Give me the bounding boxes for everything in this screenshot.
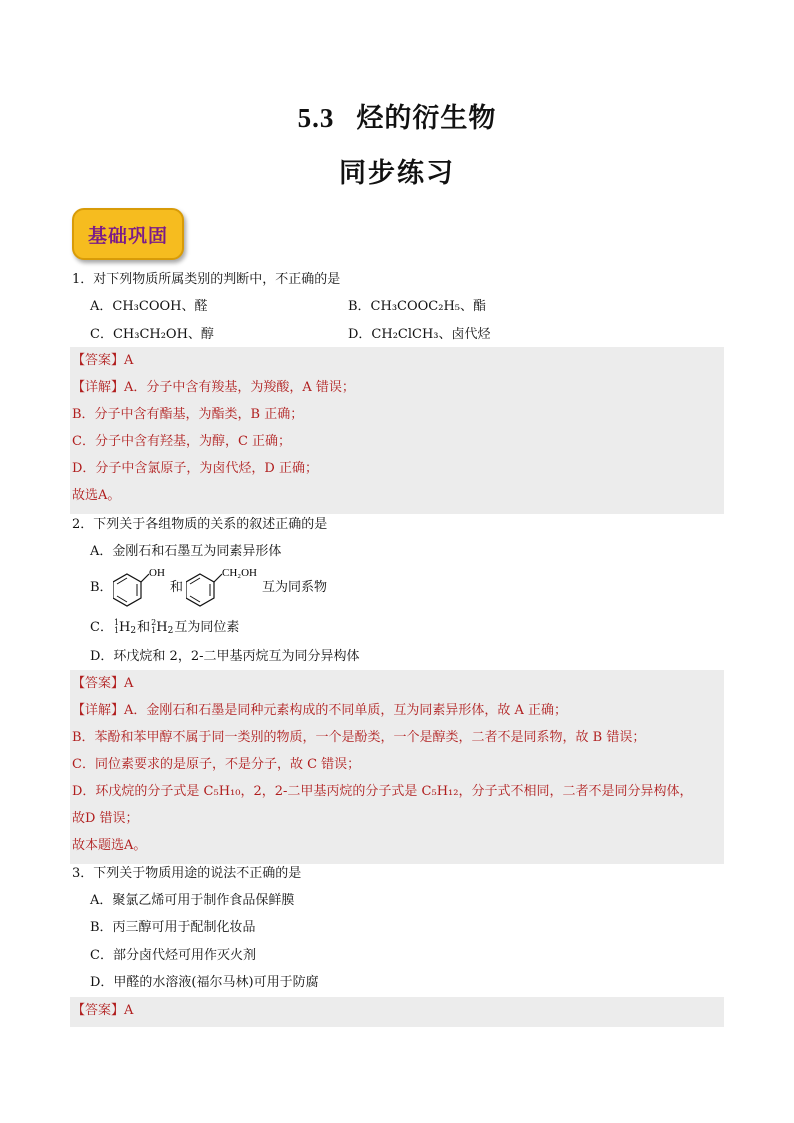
q2-option-a: A．金刚石和石墨互为同素异形体	[90, 544, 282, 559]
q1-detail-1	[70, 374, 724, 401]
title-text: 烃的衍生物	[356, 103, 497, 134]
q1-stem: 1．对下列物质所属类别的判断中，不正确的是	[72, 272, 341, 287]
hydrogen-2-molecule: 2 $1H_2$	[151, 618, 174, 636]
q2-option-b-suffix: 互为同系物	[262, 580, 328, 595]
q2-stem: 2．下列关于各组物质的关系的叙述正确的是	[72, 517, 328, 532]
detail-text: A．分子中含有羧基，为羧酸，A 错误；	[124, 380, 355, 395]
q2-detail-5: 故D 错误；	[70, 805, 724, 832]
q1-answer	[70, 347, 724, 374]
benzyl-alcohol-structure	[186, 566, 266, 610]
q3-option-d: D．甲醛的水溶液(福尔马林)可用于防腐	[90, 975, 319, 990]
q2-detail-6: 故本题选A。	[70, 832, 724, 864]
q1-option-a: A．CH₃COOH、醛	[90, 299, 208, 314]
q1-detail-5: 故选A。	[70, 482, 724, 514]
answer-tag: 【答案】	[72, 353, 125, 368]
q1-detail-2: B．分子中含有酯基，为酯类，B 正确；	[70, 401, 724, 428]
answer-tag: 【答案】	[72, 676, 125, 691]
option-c-prefix: C．	[90, 620, 113, 635]
detail-tag: 【详解】	[72, 703, 125, 718]
page-title	[0, 96, 794, 135]
section-badge	[72, 208, 184, 260]
q2-detail-3: C．同位素要求的是原子，不是分子，故 C 错误；	[70, 751, 724, 778]
q3-stem: 3．下列关于物质用途的说法不正确的是	[72, 866, 302, 881]
q3-option-a: A．聚氯乙烯可用于制作食品保鲜膜	[90, 893, 295, 908]
answer-value: A	[124, 676, 134, 691]
q2-detail-4: D．环戊烷的分子式是 C₅H₁₀，2，2-二甲基丙烷的分子式是 C₅H₁₂，分子式不相同，二者不是同分异构体，	[70, 778, 724, 805]
q2-detail-1	[70, 697, 724, 724]
q2-option-b-and: 和	[170, 580, 184, 595]
q3-answer	[70, 997, 724, 1027]
q2-option-d: D．环戊烷和 2，2-二甲基丙烷互为同分异构体	[90, 649, 360, 664]
q2-answer	[70, 670, 724, 697]
q2-option-c	[90, 618, 742, 641]
answer-value: A	[124, 353, 134, 368]
option-c-suffix: 互为同位素	[174, 620, 240, 635]
detail-text: A．金刚石和石墨是同种元素构成的不同单质，互为同素异形体，故 A 正确；	[124, 703, 568, 718]
q2-option-b-prefix: B．	[90, 580, 113, 595]
q3-option-c: C．部分卤代烃可用作灭火剂	[90, 948, 256, 963]
answer-tag: 【答案】	[72, 1003, 125, 1018]
answer-value: A	[124, 1003, 134, 1018]
phenol-oh-label: OH	[149, 567, 165, 579]
hydrogen-1-molecule: 1 $1H_2$	[113, 618, 137, 636]
section-number: 5.3	[297, 103, 335, 133]
benzyl-ch2oh-label: CH₂OH	[222, 567, 258, 579]
q2-detail-2: B．苯酚和苯甲醇不属于同一类别的物质，一个是酚类，一个是醇类，二者不是同系物，故 B 错误；	[70, 724, 724, 751]
page-subtitle: 同步练习	[339, 158, 455, 189]
badge-label: 基础巩固	[87, 224, 168, 247]
q1-detail-3: C．分子中含有羟基，为醇，C 正确；	[70, 428, 724, 455]
q3-option-b: B．丙三醇可用于配制化妆品	[90, 920, 256, 935]
q1-option-c: C．CH₃CH₂OH、醇	[90, 327, 214, 342]
detail-tag: 【详解】	[72, 380, 125, 395]
q1-detail-4: D．分子中含氯原子，为卤代烃，D 正确；	[70, 455, 724, 482]
option-c-and: 和	[137, 620, 151, 635]
q1-option-b: B．CH₃COOC₂H₅、酯	[348, 299, 487, 314]
phenol-structure	[113, 566, 175, 610]
q1-option-d: D．CH₂ClCH₃、卤代烃	[348, 327, 491, 342]
